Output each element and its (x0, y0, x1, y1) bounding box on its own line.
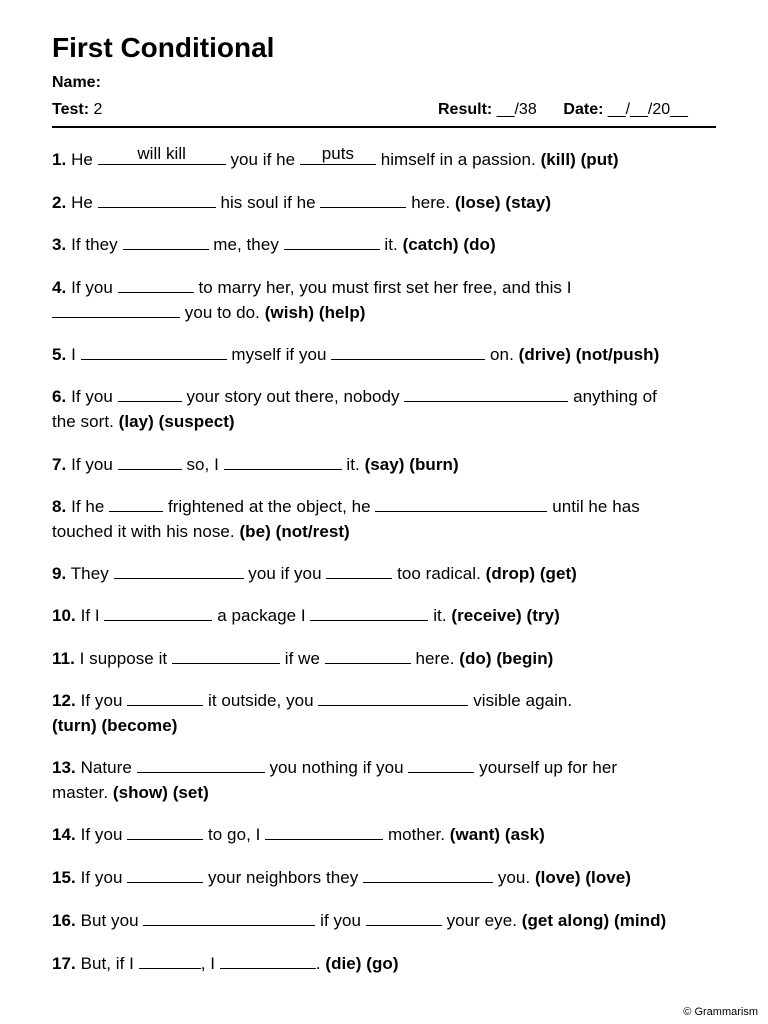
question-text: mother. (383, 825, 450, 844)
question-text: He (71, 150, 98, 169)
answer-blank[interactable] (104, 604, 212, 621)
answer-blank[interactable] (98, 191, 216, 208)
page-title: First Conditional (52, 32, 275, 63)
name-label: Name: (52, 74, 101, 91)
question-4 (52, 276, 722, 325)
question-number: 12. (52, 691, 76, 710)
verb-hint: (want) (ask) (449, 825, 545, 844)
answer-blank[interactable] (118, 385, 182, 402)
question-text: If you (71, 455, 118, 474)
question-text: anything of (568, 387, 657, 406)
question-5 (52, 343, 722, 368)
verb-hint: (turn) (become) (52, 715, 178, 735)
question-1 (52, 144, 722, 173)
question-text: here. (410, 649, 460, 668)
answer-blank[interactable] (404, 385, 568, 402)
answer-blank[interactable] (331, 343, 485, 360)
verb-hint: (drop) (get) (485, 564, 577, 583)
question-text: If you (80, 691, 128, 710)
question-number: 13. (52, 758, 76, 777)
question-text: you if he (225, 150, 300, 169)
question-text: the sort. (52, 411, 119, 431)
answer-blank[interactable] (139, 952, 201, 969)
verb-hint: (catch) (do) (402, 235, 496, 254)
question-text: you. (493, 868, 535, 887)
question-text: If they (71, 235, 123, 254)
question-text: He (71, 193, 98, 212)
verb-hint: (wish) (help) (264, 302, 366, 322)
copyright-footer: © Grammarism (683, 1006, 758, 1018)
answer-blank[interactable] (52, 301, 180, 318)
verb-hint: (love) (love) (534, 868, 631, 887)
question-3 (52, 233, 722, 258)
answer-blank[interactable] (375, 495, 547, 512)
question-text: If you (71, 278, 118, 297)
question-number: 9. (52, 564, 67, 583)
verb-hint: (say) (burn) (364, 455, 459, 474)
answer-blank[interactable] (123, 233, 209, 250)
question-8 (52, 495, 722, 544)
answer-blank[interactable] (300, 144, 376, 165)
question-text: to marry her, you must first set her free, and this I (193, 278, 572, 297)
verb-hint: (receive) (try) (451, 606, 560, 625)
answer-blank[interactable] (408, 756, 474, 773)
question-text: your neighbors they (203, 868, 364, 887)
result-value: __/38 (496, 101, 537, 118)
question-text: If I (80, 606, 105, 625)
answer-blank[interactable] (172, 647, 280, 664)
answer-blank[interactable] (224, 453, 342, 470)
test-label: Test: (52, 101, 90, 118)
question-text: too radical. (392, 564, 486, 583)
question-text: your eye. (441, 911, 522, 930)
question-16 (52, 909, 722, 934)
question-number: 11. (52, 649, 75, 668)
question-number: 10. (52, 606, 76, 625)
verb-hint: (drive) (not/push) (518, 345, 660, 364)
question-text: If you (71, 387, 118, 406)
question-text: it. (428, 606, 452, 625)
answer-blank[interactable] (310, 604, 428, 621)
question-number: 2. (52, 193, 67, 212)
question-text: , I (200, 954, 220, 973)
question-text: if you (315, 911, 366, 930)
test-value: 2 (93, 101, 103, 118)
question-text: so, I (181, 455, 224, 474)
question-text: I suppose it (79, 649, 172, 668)
answer-blank[interactable] (114, 562, 244, 579)
question-text: his soul if he (215, 193, 321, 212)
answer-blank[interactable] (326, 562, 392, 579)
header-divider (52, 126, 716, 128)
question-text: If you (80, 825, 128, 844)
question-2 (52, 191, 722, 216)
question-text: a package I (212, 606, 311, 625)
answer-blank[interactable] (118, 276, 194, 293)
question-text: frightened at the object, he (163, 497, 376, 516)
question-text: it outside, you (203, 691, 319, 710)
verb-hint: (die) (go) (325, 954, 399, 973)
question-number: 7. (52, 455, 67, 474)
question-7 (52, 453, 722, 478)
answer-blank[interactable] (318, 689, 468, 706)
answer-blank[interactable] (127, 823, 203, 840)
question-text: If you (80, 868, 128, 887)
verb-hint: (lay) (suspect) (118, 411, 235, 431)
answer-blank[interactable] (284, 233, 380, 250)
question-number: 5. (52, 345, 67, 364)
question-text: if we (279, 649, 325, 668)
question-number: 8. (52, 497, 67, 516)
question-12 (52, 689, 722, 738)
question-text: to go, I (203, 825, 266, 844)
question-text: you nothing if you (264, 758, 409, 777)
question-number: 14. (52, 825, 76, 844)
test-info-line (52, 101, 716, 119)
answer-blank[interactable] (320, 191, 406, 208)
answer-blank[interactable] (98, 144, 226, 165)
answer-blank[interactable] (143, 909, 315, 926)
question-text: you to do. (180, 302, 265, 322)
verb-hint: (show) (set) (112, 782, 209, 802)
answer-blank[interactable] (109, 495, 163, 512)
answer-blank[interactable] (366, 909, 442, 926)
question-number: 6. (52, 387, 67, 406)
verb-hint: (be) (not/rest) (239, 521, 350, 541)
question-number: 17. (52, 954, 76, 973)
answer-blank[interactable] (127, 866, 203, 883)
question-text: If he (71, 497, 110, 516)
question-text: you if you (243, 564, 327, 583)
question-number: 15. (52, 868, 76, 887)
question-text: touched it with his nose. (52, 521, 240, 541)
question-text: himself in a passion. (375, 150, 541, 169)
verb-hint: (kill) (put) (540, 150, 619, 169)
question-number: 4. (52, 278, 67, 297)
question-11 (52, 647, 722, 672)
result-label: Result: (438, 101, 493, 118)
answer-blank[interactable] (220, 952, 316, 969)
question-number: 16. (52, 911, 76, 930)
question-text: But you (80, 911, 144, 930)
question-text: They (70, 564, 114, 583)
question-13 (52, 756, 722, 805)
verb-hint: (lose) (stay) (454, 193, 552, 212)
date-value: __/__/20__ (607, 101, 688, 118)
answer-blank[interactable] (325, 647, 411, 664)
question-17 (52, 952, 722, 977)
question-text: Nature (80, 758, 137, 777)
question-text: yourself up for her (474, 758, 618, 777)
question-9 (52, 562, 722, 587)
question-number: 3. (52, 235, 67, 254)
verb-hint: (do) (begin) (459, 649, 554, 668)
answer-blank[interactable] (363, 866, 493, 883)
question-text: on. (485, 345, 519, 364)
question-15 (52, 866, 722, 891)
filled-answer: will kill (137, 144, 186, 163)
question-text: me, they (208, 235, 284, 254)
answer-blank[interactable] (118, 453, 182, 470)
question-number: 1. (52, 150, 67, 169)
verb-hint: (get along) (mind) (521, 911, 667, 930)
question-text: until he has (547, 497, 640, 516)
question-text: visible again. (468, 691, 573, 710)
question-14 (52, 823, 722, 848)
question-10 (52, 604, 722, 629)
question-text: it. (379, 235, 403, 254)
question-text: here. (406, 193, 455, 212)
filled-answer: puts (321, 144, 355, 163)
question-text: your story out there, nobody (181, 387, 405, 406)
answer-blank[interactable] (127, 689, 203, 706)
question-text: it. (341, 455, 365, 474)
question-6 (52, 385, 722, 434)
question-text: But, if I (80, 954, 139, 973)
date-label: Date: (563, 101, 604, 118)
question-text: myself if you (226, 345, 332, 364)
question-text: I (71, 345, 81, 364)
question-text: . (315, 954, 326, 973)
answer-blank[interactable] (265, 823, 383, 840)
answer-blank[interactable] (81, 343, 227, 360)
result-date (438, 101, 688, 119)
question-text: master. (52, 782, 113, 802)
answer-blank[interactable] (137, 756, 265, 773)
